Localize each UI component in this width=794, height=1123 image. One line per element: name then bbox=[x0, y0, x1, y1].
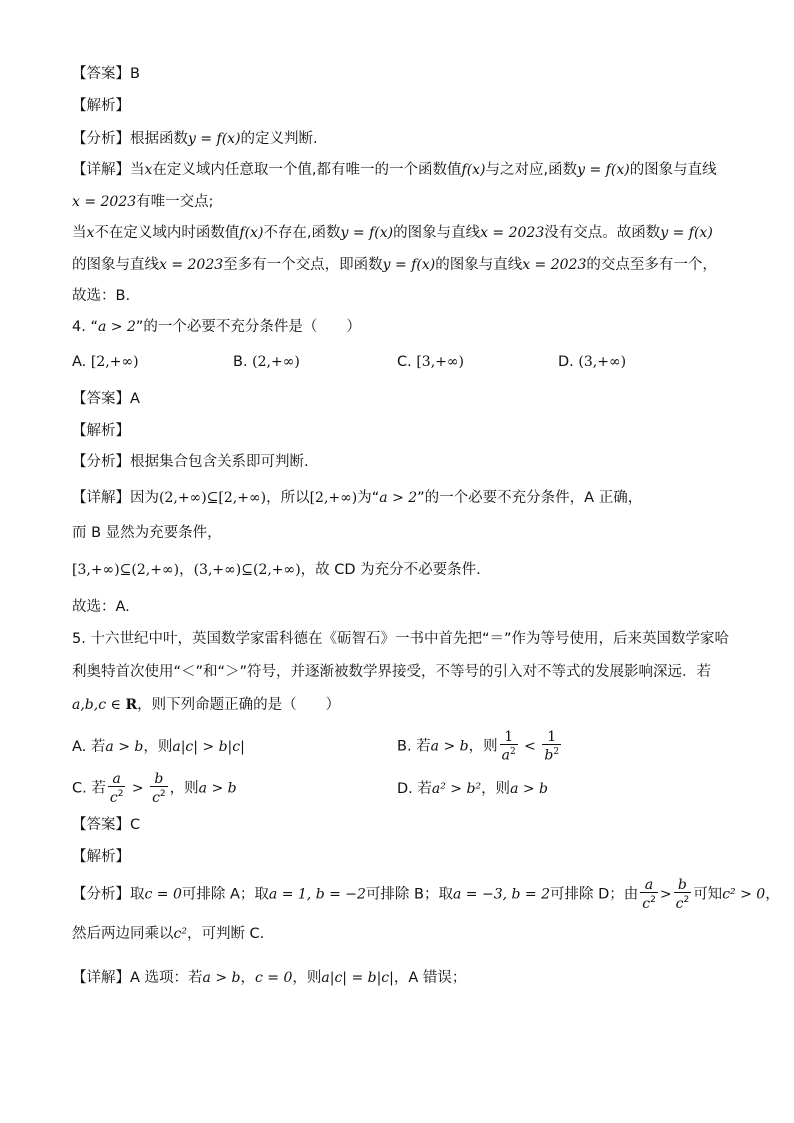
math: (2,+∞)⊆[2,+∞) bbox=[159, 490, 267, 506]
option-b bbox=[233, 352, 300, 372]
math: c² bbox=[173, 926, 187, 942]
math: c = 0 bbox=[254, 970, 293, 986]
text: 没有交点。故函数 bbox=[544, 225, 661, 241]
math: a > b bbox=[510, 781, 549, 797]
option-d bbox=[397, 779, 548, 799]
math: a² > b² bbox=[431, 781, 482, 797]
choice-line bbox=[72, 597, 130, 617]
option-d bbox=[558, 352, 626, 372]
math: [2,+∞) bbox=[309, 490, 358, 506]
option-b: B. 若a > b，则 $\frac{1}{a^2}$ < $\frac{1}{b^2}$ bbox=[397, 729, 560, 764]
text: 有唯一交点; bbox=[136, 194, 214, 210]
math: [3,+∞) bbox=[416, 354, 465, 370]
question-4 bbox=[72, 317, 361, 337]
analysis-line bbox=[72, 452, 309, 472]
text: B. 若 bbox=[397, 738, 431, 755]
text: 【解析】 bbox=[72, 423, 130, 439]
text: 故选：B. bbox=[72, 288, 131, 304]
text: 可排除 B；取 bbox=[365, 886, 453, 903]
text: 而 B 显然为充要条件， bbox=[72, 525, 222, 541]
option-a bbox=[72, 737, 245, 757]
math: x = 2023 bbox=[522, 257, 587, 273]
text: ”的一个必要不充分条件，A 正确， bbox=[417, 490, 643, 506]
question-5-line-1 bbox=[72, 629, 729, 649]
text: C. 若 bbox=[72, 780, 106, 797]
text: 当 bbox=[72, 225, 87, 241]
text: ”的一个必要不充分条件是（ ） bbox=[135, 319, 361, 335]
text: 利奥特首次使用“＜”和“＞”符号，并逐渐被数学界接受，不等号的引入对不等式的发展影响深远．若 bbox=[72, 664, 712, 680]
math: a = −3, b = 2 bbox=[453, 886, 551, 903]
text: 【详解】A 选项：若 bbox=[72, 970, 203, 986]
question-5-line-2 bbox=[72, 662, 711, 682]
math: c = 0 bbox=[144, 886, 182, 903]
text: 4. “ bbox=[72, 319, 98, 335]
fraction: $\frac{1}{a^2}$ bbox=[501, 729, 516, 764]
answer-text: 【答案】B bbox=[72, 66, 140, 82]
text: D. 若 bbox=[397, 781, 432, 797]
math: a > 2 bbox=[97, 319, 136, 335]
text: 可排除 A；取 bbox=[181, 886, 269, 903]
math: (2,+∞) bbox=[252, 354, 300, 370]
text: 【详解】因为 bbox=[72, 490, 159, 506]
math: x bbox=[144, 162, 153, 178]
text: A. bbox=[72, 354, 87, 370]
text: B. bbox=[233, 354, 248, 370]
analysis-heading bbox=[72, 96, 130, 116]
text: 【分析】取 bbox=[72, 886, 145, 903]
question-5-line-3 bbox=[72, 695, 340, 715]
choice-line bbox=[72, 286, 130, 306]
text: 为“ bbox=[357, 490, 380, 506]
option-c: C. 若 $\frac{a}{c^2}$ > $\frac{b}{c^2}$ ，则a > b bbox=[72, 771, 237, 806]
text: 【分析】根据集合包含关系即可判断. bbox=[72, 454, 309, 470]
text: ，则下列命题正确的是（ ） bbox=[137, 697, 341, 713]
math: a > b bbox=[202, 970, 241, 986]
text: ，A 错误； bbox=[393, 970, 467, 986]
text: ， bbox=[179, 562, 194, 578]
text: D. bbox=[558, 354, 574, 370]
text: 的定义判断. bbox=[240, 131, 318, 147]
text: ，可判断 C. bbox=[186, 926, 265, 942]
math: y = f(x) bbox=[577, 162, 630, 178]
option-a bbox=[72, 352, 139, 372]
math: a > b bbox=[105, 739, 144, 755]
math: a > b bbox=[430, 738, 469, 755]
answer-line bbox=[72, 64, 140, 84]
math: R bbox=[125, 697, 138, 713]
math: y = f(x) bbox=[382, 257, 436, 273]
detail-line bbox=[72, 192, 214, 212]
math: x = 2023 bbox=[72, 194, 137, 210]
text: ，所以 bbox=[266, 490, 310, 506]
detail-line bbox=[72, 488, 642, 508]
math: y = f(x) bbox=[188, 131, 241, 147]
text: ，则 bbox=[169, 780, 199, 797]
math: a,b,c ∈ bbox=[72, 697, 121, 713]
text: 的图象与直线 bbox=[435, 257, 523, 273]
analysis-heading bbox=[72, 847, 130, 867]
math: [3,+∞)⊆(2,+∞) bbox=[72, 562, 180, 578]
text: 的图象与直线 bbox=[393, 225, 481, 241]
option-c bbox=[397, 352, 464, 372]
math: [2,+∞) bbox=[90, 354, 139, 370]
text: 然后两边同乘以 bbox=[72, 926, 174, 942]
text: 5. 十六世纪中叶，英国数学家雷科德在《砺智石》一书中首先把“＝”作为等号使用，后来英国数学家哈 bbox=[72, 631, 729, 647]
answer-line bbox=[72, 389, 140, 409]
answer-line bbox=[72, 815, 140, 835]
math: f(x) bbox=[461, 162, 486, 178]
detail-line bbox=[72, 523, 222, 543]
analysis-heading bbox=[72, 421, 130, 441]
detail-line bbox=[72, 560, 481, 580]
math: c² > 0 bbox=[722, 886, 766, 903]
fraction: $\frac{a}{c^2}$ bbox=[642, 877, 656, 912]
detail-line bbox=[72, 223, 713, 243]
analysis-line bbox=[72, 129, 318, 149]
text: ，则 bbox=[292, 970, 322, 986]
math: x = 2023 bbox=[159, 257, 224, 273]
text: 【答案】A bbox=[72, 391, 140, 407]
math: x bbox=[86, 225, 95, 241]
detail-line bbox=[72, 255, 717, 275]
text: 【解析】 bbox=[72, 849, 130, 865]
text: ，故 CD 为充分不必要条件. bbox=[300, 562, 481, 578]
text: ，则 bbox=[468, 738, 498, 755]
math: f(x) bbox=[239, 225, 264, 241]
analysis-line bbox=[72, 924, 264, 944]
math: y = f(x) bbox=[340, 225, 394, 241]
analysis-text: 【解析】 bbox=[72, 98, 130, 114]
math: a > b bbox=[198, 780, 237, 797]
text: 可排除 D；由 bbox=[550, 886, 639, 903]
math: (3,+∞)⊆(2,+∞) bbox=[193, 562, 301, 578]
text: 可知 bbox=[693, 886, 723, 903]
text: 【答案】C bbox=[72, 817, 141, 833]
fraction: $\frac{b}{c^2}$ bbox=[152, 771, 166, 806]
text: 【分析】根据函数 bbox=[72, 131, 188, 147]
text: 【详解】当 bbox=[72, 162, 145, 178]
text: 的图象与直线 bbox=[72, 257, 159, 273]
text: ， bbox=[765, 886, 780, 903]
math: (3,+∞) bbox=[578, 354, 627, 370]
text: A. 若 bbox=[72, 739, 106, 755]
math: y = f(x) bbox=[660, 225, 713, 241]
math: a > 2 bbox=[379, 490, 418, 506]
math: a|c| = b|c| bbox=[321, 970, 394, 986]
text: 不在定义域内时函数值 bbox=[94, 225, 240, 241]
fraction: $\frac{a}{c^2}$ bbox=[109, 771, 124, 806]
text: 故选：A. bbox=[72, 599, 130, 615]
text: 的图象与直线 bbox=[629, 162, 717, 178]
detail-line bbox=[72, 968, 466, 988]
text: ， bbox=[240, 970, 255, 986]
text: 在定义域内任意取一个值,都有唯一的一个函数值 bbox=[152, 162, 462, 178]
text: 的交点至多有一个， bbox=[586, 257, 717, 273]
text: 至多有一个交点，即函数 bbox=[223, 257, 383, 273]
fraction: $\frac{1}{b^2}$ bbox=[544, 729, 560, 764]
math: x = 2023 bbox=[480, 225, 545, 241]
fraction: $\frac{b}{c^2}$ bbox=[675, 877, 690, 912]
text: 不存在,函数 bbox=[263, 225, 341, 241]
math: a|c| > b|c| bbox=[172, 739, 245, 755]
detail-line bbox=[72, 160, 717, 180]
text: 与之对应,函数 bbox=[485, 162, 578, 178]
text: ，则 bbox=[481, 781, 511, 797]
math: a = 1, b = −2 bbox=[268, 886, 366, 903]
text: ，则 bbox=[143, 739, 173, 755]
analysis-line: 【分析】取c = 0可排除 A；取a = 1, b = −2可排除 B；取a = −3, b = 2可排除 D；由 $\frac{a}{c^2}$ > $\frac{b}{c^2}$ 可知c² > 0， bbox=[72, 877, 780, 912]
text: C. bbox=[397, 354, 412, 370]
